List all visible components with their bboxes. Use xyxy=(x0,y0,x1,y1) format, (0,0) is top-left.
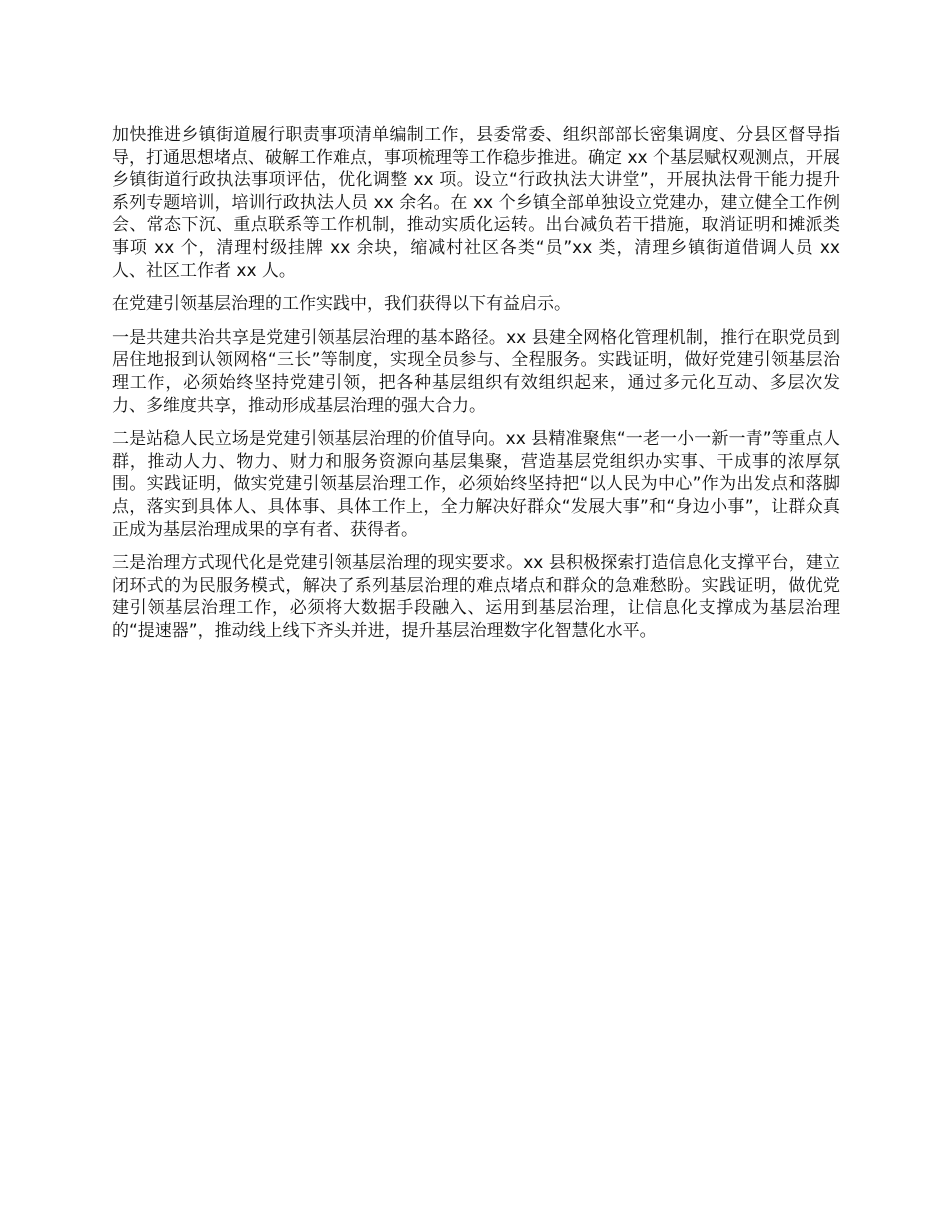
paragraph-insight-one: 一是共建共治共享是党建引领基层治理的基本路径。xx 县建全网格化管理机制，推行在职党员到居住地报到认领网格“三长”等制度，实现全员参与、全程服务。实践证明，做好党建引领基层治理工作，必须始终坚持党建引领，把各种基层组织有效组织起来，通过多元化互动、多层次发力、多维度共享，推动形成基层治理的强大合力。 xyxy=(112,327,840,416)
paragraph-insight-two: 二是站稳人民立场是党建引领基层治理的价值导向。xx 县精准聚焦“一老一小一新一青”等重点人群，推动人力、物力、财力和服务资源向基层集聚，营造基层党组织办实事、干成事的浓厚氛围。实践证明，做实党建引领基层治理工作，必须始终坚持把“以人民为中心”作为出发点和落脚点，落实到具体人、具体事、具体工作上，全力解决好群众“发展大事”和“身边小事”，让群众真正成为基层治理成果的享有者、获得者。 xyxy=(112,429,840,540)
document-body xyxy=(112,124,840,653)
paragraph-insight-three: 三是治理方式现代化是党建引领基层治理的现实要求。xx 县积极探索打造信息化支撑平台，建立闭环式的为民服务模式，解决了系列基层治理的难点堵点和群众的急难愁盼。实践证明，做优党建引领基层治理工作，必须将大数据手段融入、运用到基层治理，让信息化支撑成为基层治理的“提速器”，推动线上线下齐头并进，提升基层治理数字化智慧化水平。 xyxy=(112,553,840,641)
paragraph-responsibility-list: 加快推进乡镇街道履行职责事项清单编制工作，县委常委、组织部部长密集调度、分县区督导指导，打通思想堵点、破解工作难点，事项梳理等工作稳步推进。确定 xx 个基层赋权观测点，开展乡镇街道行政执法事项评估，优化调整 xx 项。设立“行政执法大讲堂”，开展执法骨干能力提升系列专题培训，培训行政执法人员 xx 余名。在 xx 个乡镇全部单独设立党建办，建立健全工作例会、常态下沉、重点联系等工作机制，推动实质化运转。出台减负若干措施，取消证明和摊派类事项 xx 个，清理村级挂牌 xx 余块，缩减村社区各类“员”xx 类，清理乡镇街道借调人员 xx 人、社区工作者 xx 人。 xyxy=(112,125,840,281)
paragraph-insights-intro: 在党建引领基层治理的工作实践中，我们获得以下有益启示。 xyxy=(112,294,571,315)
